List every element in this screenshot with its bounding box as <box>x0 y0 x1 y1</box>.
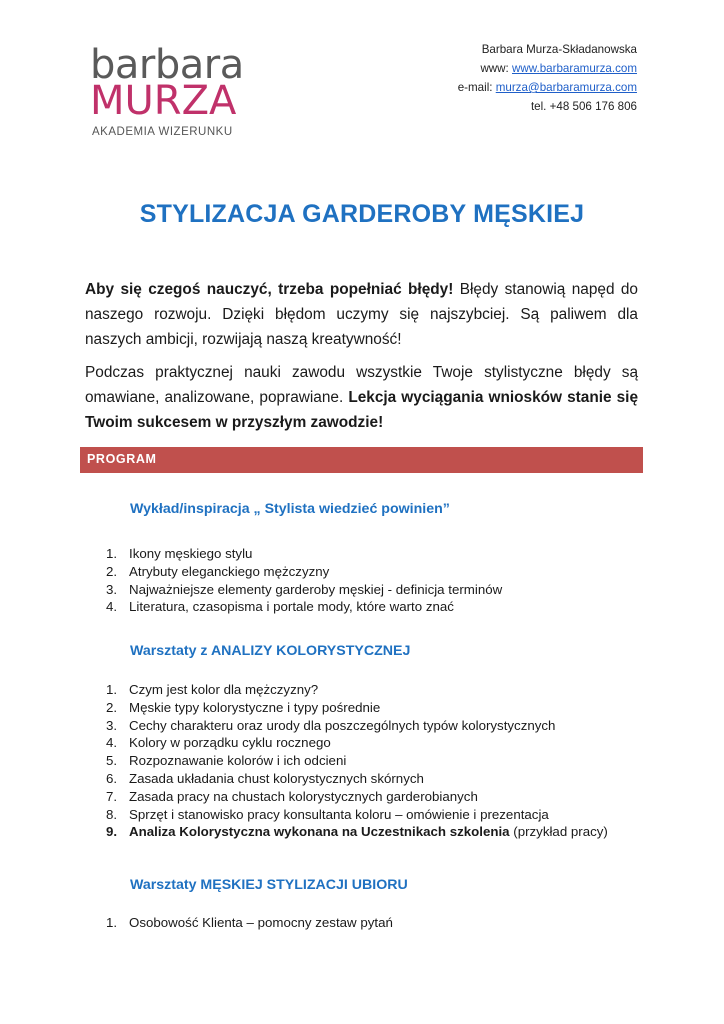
list-item <box>106 581 502 599</box>
section-title-color-analysis: Warsztaty z ANALIZY KOLORYSTYCZNEJ <box>130 643 411 659</box>
list-item <box>106 752 608 770</box>
list-number: 3. <box>106 717 118 733</box>
www-label: www: <box>480 62 512 75</box>
list-text: Męskie typy kolorystyczne i typy pośrednie <box>129 699 381 715</box>
styling-list <box>106 914 393 932</box>
list-number: 1. <box>106 682 118 697</box>
logo-name-first: barbara <box>90 42 244 88</box>
list-number: 4. <box>106 735 118 751</box>
program-label: PROGRAM <box>87 452 157 466</box>
list-item <box>106 823 608 841</box>
list-text: Rozpoznawanie kolorów i ich odcieni <box>129 753 347 769</box>
list-number: 2. <box>106 699 118 715</box>
contact-name: Barbara Murza-Składanowska <box>481 43 637 56</box>
list-text: Ikony męskiego stylu <box>129 546 253 561</box>
list-text: Cechy charakteru oraz urody dla poszczególnych typów kolorystycznych <box>129 717 556 733</box>
list-number: 9. <box>106 824 118 840</box>
program-header-bar <box>80 447 643 473</box>
list-text: Kolory w porządku cyklu rocznego <box>129 735 331 751</box>
logo-tagline: AKADEMIA WIZERUNKU <box>92 126 233 138</box>
intro-text: Błędy stanowią napęd do naszego rozwoju. Dzięki błędom uczymy się najszybciej. Są paliwem dla naszych ambicji, rozwijają naszą kreatywność! <box>85 281 638 348</box>
list-item <box>106 788 608 806</box>
list-item <box>106 563 502 581</box>
list-text: Literatura, czasopisma i portale mody, które warto znać <box>129 599 454 615</box>
list-item <box>106 545 502 563</box>
list-number: 5. <box>106 753 118 769</box>
list-item <box>106 734 608 752</box>
list-text: Sprzęt i stanowisko pracy konsultanta koloru – omówienie i prezentacja <box>129 806 549 822</box>
list-number: 8. <box>106 806 118 822</box>
list-item <box>106 681 608 699</box>
list-item <box>106 914 393 932</box>
list-number: 3. <box>106 581 118 597</box>
second-bold: Lekcja wyciągania wniosków stanie się Twoim sukcesem w przyszłym zawodzie! <box>85 389 639 431</box>
list-text: Najważniejsze elementy garderoby męskiej - definicja terminów <box>129 581 503 597</box>
list-number: 1. <box>106 546 118 561</box>
list-number: 1. <box>106 915 118 930</box>
list-item <box>106 699 608 717</box>
list-number: 4. <box>106 599 118 615</box>
contact-phone: tel. +48 506 176 806 <box>530 100 637 113</box>
section-title-styling: Warsztaty MĘSKIEJ STYLIZACJI UBIORU <box>130 877 408 893</box>
list-text: Atrybuty eleganckiego mężczyzny <box>129 563 330 579</box>
lecture-list <box>106 545 502 616</box>
list-text: Czym jest kolor dla mężczyzny? <box>129 682 319 697</box>
list-item <box>106 806 608 824</box>
logo-name-last: MURZA <box>90 78 237 124</box>
website-link[interactable]: www.barbaramurza.com <box>512 62 637 75</box>
page-title: STYLIZACJA GARDEROBY MĘSKIEJ <box>139 200 585 228</box>
color-analysis-list <box>106 681 608 841</box>
logo <box>90 42 250 138</box>
intro-bold: Aby się czegoś nauczyć, trzeba popełniać błędy! <box>85 281 454 298</box>
list-number: 6. <box>106 770 118 786</box>
second-paragraph <box>85 360 638 435</box>
section-title-lecture: Wykład/inspiracja „ Stylista wiedzieć powinien” <box>130 501 450 517</box>
contact-email <box>458 78 637 97</box>
list-text: Zasada układania chust kolorystycznych skórnych <box>129 770 424 786</box>
email-label: e-mail: <box>457 81 496 94</box>
list-number: 7. <box>106 788 118 804</box>
list-number: 2. <box>106 563 118 579</box>
second-text: Podczas praktycznej nauki zawodu wszystkie Twoje stylistyczne błędy są omawiane, analizowane, poprawiane. <box>85 364 638 406</box>
list-text: (przykład pracy) <box>509 824 608 840</box>
intro-paragraph <box>85 277 638 352</box>
list-text: Zasada pracy na chustach kolorystycznych garderobianych <box>129 788 478 804</box>
list-item <box>106 598 502 616</box>
email-link[interactable]: murza@barbaramurza.com <box>495 81 637 94</box>
list-item <box>106 717 608 735</box>
list-item <box>106 770 608 788</box>
list-text: Osobowość Klienta – pomocny zestaw pytań <box>129 915 393 930</box>
list-text-bold: Analiza Kolorystyczna wykonana na Uczestnikach szkolenia <box>129 824 510 840</box>
contact-www <box>458 59 637 78</box>
contact-block <box>458 40 637 116</box>
